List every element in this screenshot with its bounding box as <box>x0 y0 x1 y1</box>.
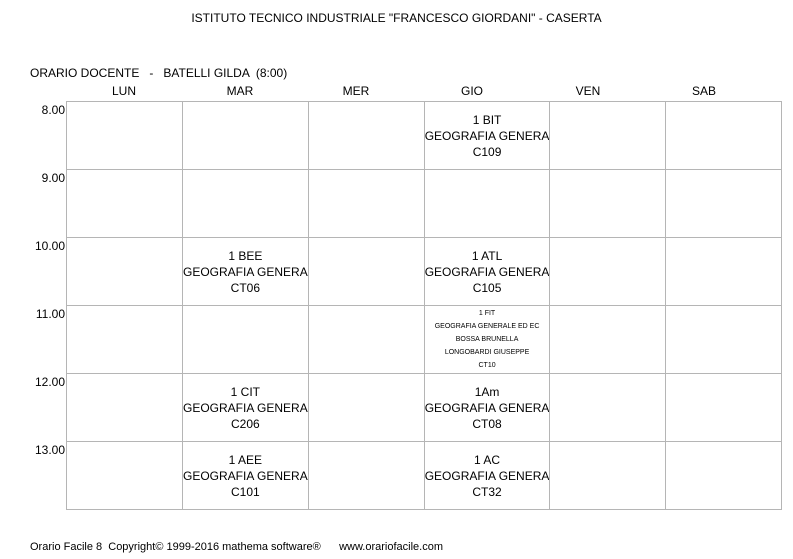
lesson-line: C101 <box>231 484 260 499</box>
timetable-cell <box>308 374 424 442</box>
hour-label: 13.00 <box>34 443 65 457</box>
hour-label: 10.00 <box>34 239 65 253</box>
lesson-line: 1 CIT <box>230 384 261 399</box>
lesson-line: CT08 <box>472 416 502 431</box>
lesson-line: C105 <box>472 280 502 295</box>
timetable-cell <box>308 238 424 306</box>
teacher-name: BATELLI GILDA <box>163 66 250 80</box>
lesson-line: CT32 <box>472 484 502 499</box>
timetable-cell <box>550 306 666 374</box>
timetable-cell <box>67 102 183 170</box>
hour-label: 11.00 <box>35 307 65 321</box>
hour-label: 12.00 <box>34 375 65 389</box>
timetable-cell <box>67 374 183 442</box>
timetable-row <box>67 238 782 306</box>
timetable-cell <box>183 374 309 442</box>
timetable-cell <box>67 306 183 374</box>
footer-copyright: Orario Facile 8 Copyright© 1999-2016 mathema software® <box>30 541 321 553</box>
lesson-line: CT06 <box>230 280 261 295</box>
timetable-cell <box>67 238 183 306</box>
timetable-row <box>67 170 782 238</box>
day-header: GIO <box>460 84 483 98</box>
lesson-line: GEOGRAFIA GENERA <box>183 264 308 279</box>
timetable-cell <box>183 442 309 510</box>
lesson-line: 1 AC <box>474 452 501 467</box>
timetable-cell <box>183 102 309 170</box>
timetable-cell <box>666 102 782 170</box>
lesson-line: 1 BIT <box>472 112 502 127</box>
lesson-line: GEOGRAFIA GENERA <box>424 128 550 143</box>
timetable-cell <box>183 238 309 306</box>
timetable-cell <box>424 374 550 442</box>
timetable-cell <box>183 306 309 374</box>
timetable-cell <box>424 442 550 510</box>
timetable-row <box>67 374 782 442</box>
hour-label: 9.00 <box>41 171 65 185</box>
lesson-line: C206 <box>231 416 260 431</box>
timetable-cell <box>308 170 424 238</box>
timetable-cell <box>424 102 550 170</box>
hour-label: 8.00 <box>41 103 65 117</box>
day-header: SAB <box>691 84 716 98</box>
timetable-cell <box>550 102 666 170</box>
timetable-cell <box>666 374 782 442</box>
footer <box>30 541 443 553</box>
day-header: VEN <box>575 84 601 98</box>
timetable-cell <box>308 102 424 170</box>
lesson-line: GEOGRAFIA GENERA <box>183 400 308 415</box>
day-header: LUN <box>111 84 136 98</box>
lesson-line: 1 ATL <box>471 248 503 263</box>
timetable-cell <box>550 170 666 238</box>
timetable-cell <box>666 170 782 238</box>
lesson-line: GEOGRAFIA GENERA <box>424 400 550 415</box>
day-header: MAR <box>226 84 254 98</box>
lesson-line: GEOGRAFIA GENERA <box>424 264 550 279</box>
school-title: ISTITUTO TECNICO INDUSTRIALE "FRANCESCO GIORDANI" - CASERTA <box>191 11 602 25</box>
timetable-cell <box>183 170 309 238</box>
timetable-grid <box>66 101 782 510</box>
lesson-line: 1Am <box>474 384 500 399</box>
timetable-cell <box>666 442 782 510</box>
timetable-cell <box>67 442 183 510</box>
timetable-cell <box>424 238 550 306</box>
timetable-cell <box>666 238 782 306</box>
lesson-line: BOSSA BRUNELLA <box>455 336 519 343</box>
timetable-row <box>67 306 782 374</box>
lesson-line: GEOGRAFIA GENERA <box>424 468 550 483</box>
timetable-cell <box>67 170 183 238</box>
lesson-line: LONGOBARDI GIUSEPPE <box>444 349 530 356</box>
timetable-cell <box>550 374 666 442</box>
lesson-line: C109 <box>472 144 502 159</box>
lesson-line: GEOGRAFIA GENERALE ED EC <box>434 323 540 330</box>
timetable-cell <box>424 170 550 238</box>
footer-website: www.orariofacile.com <box>339 541 443 553</box>
timetable-cell <box>308 306 424 374</box>
timetable-row <box>67 442 782 510</box>
lesson-line: 1 FIT <box>478 310 496 317</box>
lesson-line: 1 AEE <box>228 452 263 467</box>
teacher-header <box>30 66 287 80</box>
timetable-row <box>67 102 782 170</box>
lesson-line: CT10 <box>478 362 496 369</box>
schedule-label: ORARIO DOCENTE <box>30 66 140 80</box>
header-separator: - <box>149 66 154 80</box>
timetable-cell <box>666 306 782 374</box>
timetable-cell <box>308 442 424 510</box>
lesson-line: GEOGRAFIA GENERA <box>183 468 308 483</box>
teacher-hours: (8:00) <box>255 66 288 80</box>
timetable-cell <box>550 442 666 510</box>
timetable-cell <box>550 238 666 306</box>
day-header: MER <box>342 84 370 98</box>
lesson-line: 1 BEE <box>228 248 263 263</box>
timetable-cell <box>424 306 550 374</box>
